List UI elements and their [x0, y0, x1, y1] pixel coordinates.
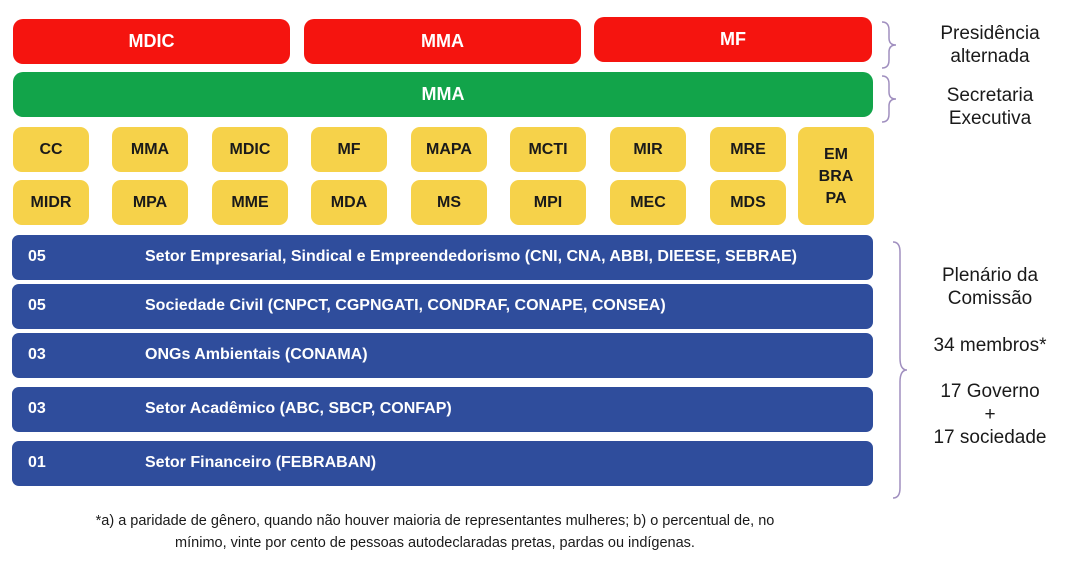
ministry-cell: MRE [710, 127, 786, 172]
ministry-embrapa [798, 127, 874, 225]
secretariat-side-label [915, 84, 1065, 130]
sector-bar [12, 387, 873, 432]
sector-label: Setor Empresarial, Sindical e Empreendedorismo (CNI, CNA, ABBI, DIEESE, SEBRAE) [145, 248, 798, 265]
ministry-cell: MPA [112, 180, 188, 225]
presidency-box-mma: MMA [304, 19, 581, 64]
side-label-line: Plenário da [941, 265, 1039, 286]
side-label-line: 17 sociedade [933, 427, 1047, 448]
ministry-cell: MDIC [212, 127, 288, 172]
presidency-side-label [915, 22, 1065, 68]
sector-label: Sociedade Civil (CNPCT, CGPNGATI, CONDRAF, CONAPE, CONSEA) [145, 297, 666, 314]
ministry-cell: MDS [710, 180, 786, 225]
ministry-cell: MAPA [411, 127, 487, 172]
secretariat-brace [880, 74, 900, 124]
plenary-title [915, 264, 1065, 310]
ministry-cell: MCTI [510, 127, 586, 172]
presidency-box-mdic: MDIC [13, 19, 290, 64]
ministry-cell: MF [311, 127, 387, 172]
footnote-line: mínimo, vinte por cento de pessoas autodeclaradas pretas, pardas ou indígenas. [175, 535, 695, 551]
sector-label: Setor Financeiro (FEBRABAN) [145, 454, 377, 471]
embrapa-line-2: BRA [818, 168, 854, 185]
sector-count: 03 [28, 400, 46, 417]
secretariat-box-mma: MMA [13, 72, 873, 117]
side-label-line: Executiva [948, 108, 1032, 129]
sector-count: 01 [28, 454, 46, 471]
plenary-members: 34 membros* [933, 335, 1047, 356]
sector-count: 03 [28, 346, 46, 363]
ministry-cell: MIDR [13, 180, 89, 225]
ministry-cell: MEC [610, 180, 686, 225]
sector-bar [12, 441, 873, 486]
side-label-line: Comissão [947, 288, 1033, 309]
ministry-cell: MME [212, 180, 288, 225]
ministry-cell: MPI [510, 180, 586, 225]
sector-count: 05 [28, 297, 46, 314]
presidency-box-mf: MF [594, 17, 872, 62]
sector-label: ONGs Ambientais (CONAMA) [145, 346, 368, 363]
embrapa-line-3: PA [825, 190, 847, 207]
ministry-cell: MIR [610, 127, 686, 172]
presidency-brace [880, 20, 900, 70]
embrapa-line-1: EM [824, 146, 848, 163]
side-label-line: alternada [950, 46, 1030, 67]
plenary-composition [915, 380, 1065, 449]
side-label-line: Secretaria [946, 85, 1034, 106]
ministry-cell: MMA [112, 127, 188, 172]
sector-label: Setor Acadêmico (ABC, SBCP, CONFAP) [145, 400, 452, 417]
sector-bar [12, 333, 873, 378]
side-label-line: + [984, 404, 996, 425]
footnote-line: *a) a paridade de gênero, quando não houver maioria de representantes mulheres; b) o percentual de, no [95, 513, 775, 529]
sector-bar [12, 284, 873, 329]
side-label-line: Presidência [940, 23, 1040, 44]
side-label-line: 17 Governo [940, 381, 1040, 402]
ministry-cell: MS [411, 180, 487, 225]
footnote [0, 510, 870, 554]
ministry-cell: CC [13, 127, 89, 172]
plenary-brace [891, 240, 911, 502]
ministry-cell: MDA [311, 180, 387, 225]
sector-count: 05 [28, 248, 46, 265]
sector-bar [12, 235, 873, 280]
